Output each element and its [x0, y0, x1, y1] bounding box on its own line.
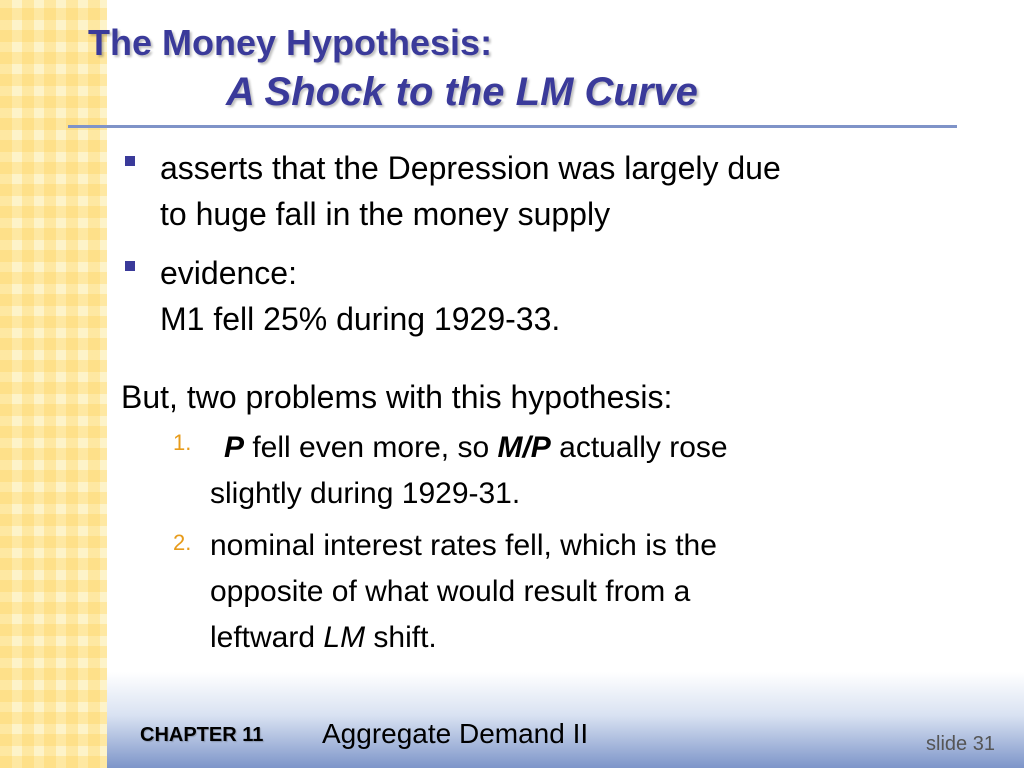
problems-intro: But, two problems with this hypothesis: — [121, 379, 673, 415]
problem-line: slightly during 1929-31. — [210, 477, 521, 510]
footer-chapter-label: CHAPTER 11 — [140, 724, 264, 746]
problem-item — [210, 523, 910, 661]
problem-line: opposite of what would result from a — [210, 575, 691, 608]
problem-line: P fell even more, so M/P actually rose — [224, 431, 728, 464]
problem-line: nominal interest rates fell, which is the — [210, 529, 717, 562]
side-decorative-pattern — [0, 0, 107, 768]
problem-line: leftward LM shift. — [210, 621, 437, 654]
list-number: 2. — [173, 530, 192, 555]
list-number: 1. — [173, 430, 192, 455]
bullet-line: asserts that the Depression was largely due — [160, 150, 781, 186]
bullet-item — [160, 250, 960, 342]
bullet-line: M1 fell 25% during 1929-33. — [160, 301, 561, 337]
title-divider — [68, 125, 957, 128]
footer-chapter-title: Aggregate Demand II — [322, 718, 589, 749]
italic-term: P — [224, 431, 245, 464]
slide-title-line2: A Shock to the LM Curve — [226, 70, 698, 114]
bullet-line: to huge fall in the money supply — [160, 196, 611, 232]
bullet-line: evidence: — [160, 255, 297, 291]
italic-term: LM — [323, 621, 366, 654]
square-bullet-icon — [125, 156, 135, 166]
square-bullet-icon — [125, 261, 135, 271]
slide-title-line1: The Money Hypothesis: — [88, 22, 493, 63]
bullet-item — [160, 145, 960, 237]
problem-item — [210, 425, 910, 517]
italic-term: M/P — [497, 431, 551, 464]
slide-number: slide 31 — [926, 733, 995, 755]
